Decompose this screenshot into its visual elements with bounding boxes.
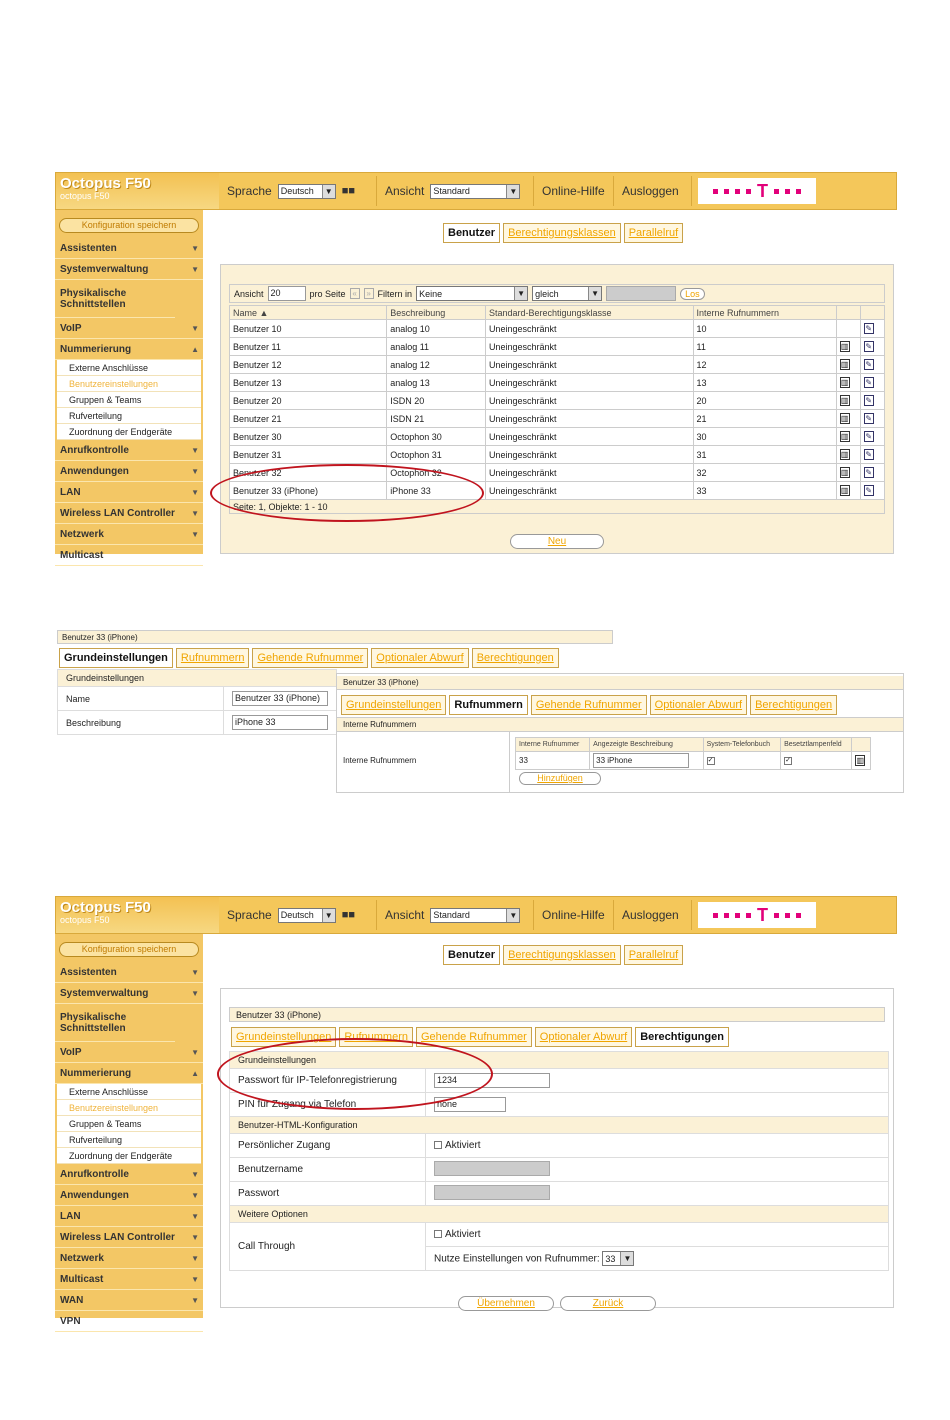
logout-link[interactable]: Ausloggen	[622, 908, 679, 922]
menu-item[interactable]: LAN ▼	[55, 482, 203, 503]
permissions-panel	[220, 988, 894, 1308]
submenu-item-active[interactable]: Benutzereinstellungen	[57, 1100, 201, 1116]
trash-icon[interactable]: ▥	[840, 342, 849, 351]
col-number: Interne Rufnummer	[516, 738, 590, 752]
menu-item[interactable]: Physikalische Schnittstellen	[55, 280, 175, 318]
tab-optional-forward[interactable]: Optionaler Abwurf	[650, 695, 747, 715]
highlight-ellipse	[210, 464, 484, 522]
filter-value-input[interactable]	[606, 286, 676, 301]
user-number-cell: 13	[693, 374, 836, 392]
logo-subtitle: octopus F50	[60, 915, 110, 925]
submenu-item[interactable]: Zuordnung der Endgeräte	[57, 1148, 201, 1164]
user-description-cell: analog 12	[387, 356, 486, 374]
telekom-logo: T	[698, 902, 816, 928]
user-permission-cell: Uneingeschränkt	[485, 446, 693, 464]
section-header: Benutzer-HTML-Konfiguration	[230, 1117, 889, 1134]
menu-item[interactable]: Physikalische Schnittstellen	[55, 1004, 175, 1042]
user-number-cell: 20	[693, 392, 836, 410]
user-name-cell: Benutzer 31	[230, 446, 387, 464]
name-label: Name	[58, 687, 224, 711]
help-link[interactable]: Online-Hilfe	[542, 908, 605, 922]
delete-cell	[836, 482, 860, 500]
tab-users[interactable]: Benutzer	[443, 945, 500, 965]
delete-cell	[836, 392, 860, 410]
user-permission-cell: Uneingeschränkt	[485, 410, 693, 428]
call-through-label: Call Through	[230, 1223, 426, 1271]
chevron-down-icon: ▼	[506, 909, 519, 922]
menu-item[interactable]: VoIP ▼	[55, 318, 203, 339]
user-permission-cell: Uneingeschränkt	[485, 428, 693, 446]
edit-cell	[860, 410, 884, 428]
menu-item[interactable]: Anrufkontrolle ▼	[55, 440, 203, 461]
sidebar	[55, 210, 203, 561]
trash-icon[interactable]: ▥	[840, 486, 849, 495]
col-phonebook: System-Telefonbuch	[703, 738, 781, 752]
username-label: Benutzername	[230, 1158, 426, 1182]
col-blf: Besetztlampenfeld	[781, 738, 852, 752]
logo-subtitle: octopus F50	[60, 191, 110, 201]
col-description[interactable]: Beschreibung	[387, 306, 486, 320]
user-number-cell: 32	[693, 464, 836, 482]
view-label: Ansicht	[385, 184, 425, 198]
tab-parallel-ring[interactable]: Parallelruf	[624, 223, 684, 243]
use-settings-label: Nutze Einstellungen von Rufnummer:	[434, 1253, 600, 1265]
edit-cell	[860, 482, 884, 500]
col-internal-numbers[interactable]: Interne Rufnummern	[693, 306, 836, 320]
menu-item-active[interactable]: Nummerierung ▲	[55, 1063, 203, 1084]
user-number-cell: 10	[693, 320, 836, 338]
internal-numbers-label: Interne Rufnummern	[343, 756, 417, 765]
user-name-cell: Benutzer 21	[230, 410, 387, 428]
apply-button[interactable]: Übernehmen	[458, 1296, 554, 1311]
edit-icon[interactable]: ✎	[865, 432, 873, 441]
menu-item[interactable]: VoIP ▼	[55, 1042, 203, 1063]
menu-item[interactable]: Systemverwaltung ▼	[55, 259, 203, 280]
user-name-cell: Benutzer 32	[230, 464, 387, 482]
save-config-button[interactable]: Konfiguration speichern	[59, 218, 199, 233]
tab-outgoing-number[interactable]: Gehende Rufnummer	[252, 648, 368, 668]
view-select[interactable]: Standard ▼	[430, 908, 520, 923]
table-row[interactable]	[230, 410, 885, 428]
user-description-cell: Octophon 32	[387, 464, 486, 482]
chevron-down-icon: ▼	[191, 1190, 199, 1200]
tab-permission-classes[interactable]: Berechtigungsklassen	[503, 945, 621, 965]
user-permission-cell: Uneingeschränkt	[485, 464, 693, 482]
chevron-down-icon: ▼	[322, 909, 335, 922]
menu-item[interactable]: Systemverwaltung ▼	[55, 983, 203, 1004]
chevron-down-icon: ▼	[620, 1252, 633, 1265]
per-page-label: pro Seite	[309, 288, 346, 299]
tab-basic-settings[interactable]: Grundeinstellungen	[59, 648, 173, 668]
page-size-input[interactable]: 20	[268, 286, 306, 301]
call-through-checkbox[interactable]	[434, 1230, 442, 1238]
edit-icon[interactable]: ✎	[865, 396, 873, 405]
user-number-cell: 30	[693, 428, 836, 446]
chevron-down-icon: ▼	[191, 967, 199, 977]
panel-title: Benutzer 33 (iPhone)	[57, 630, 613, 644]
tab-optional-forward[interactable]: Optionaler Abwurf	[535, 1027, 632, 1047]
menu-item[interactable]: Multicast ▼	[55, 1269, 203, 1290]
highlight-ellipse	[217, 1038, 493, 1110]
user-permission-cell: Uneingeschränkt	[485, 338, 693, 356]
delete-cell	[836, 320, 860, 338]
tab-permissions[interactable]: Berechtigungen	[750, 695, 837, 715]
tab-numbers[interactable]: Rufnummern	[449, 695, 527, 715]
menu-item[interactable]: WAN ▼	[55, 1290, 203, 1311]
edit-cell	[860, 356, 884, 374]
delete-cell	[836, 338, 860, 356]
chevron-up-icon: ▲	[191, 1068, 199, 1078]
user-description-cell: iPhone 33	[387, 482, 486, 500]
activated-label: Aktiviert	[445, 1229, 481, 1240]
tab-permissions[interactable]: Berechtigungen	[472, 648, 559, 668]
user-name-cell: Benutzer 33 (iPhone)	[230, 482, 387, 500]
password-input[interactable]	[434, 1185, 550, 1200]
menu-item[interactable]: Netzwerk ▼	[55, 524, 203, 545]
logo-title: Octopus F50	[60, 175, 151, 192]
tab-parallel-ring[interactable]: Parallelruf	[624, 945, 684, 965]
table-row[interactable]	[230, 392, 885, 410]
edit-cell	[860, 446, 884, 464]
submenu-item[interactable]: Gruppen & Teams	[57, 392, 201, 408]
logo	[56, 897, 219, 933]
chevron-down-icon: ▼	[588, 287, 601, 300]
pin-label: PIN für Zugang via Telefon	[230, 1093, 426, 1117]
submenu-item[interactable]: Externe Anschlüsse	[57, 1084, 201, 1100]
trash-icon[interactable]: ▥	[856, 756, 865, 765]
filter-bar	[229, 284, 885, 303]
main-content	[218, 934, 897, 1318]
sidebar	[55, 934, 203, 1327]
user-permission-cell: Uneingeschränkt	[485, 320, 693, 338]
personal-access-label: Persönlicher Zugang	[230, 1134, 426, 1158]
menu-item[interactable]: VPN	[55, 1311, 203, 1332]
new-button[interactable]: Neu	[510, 534, 604, 549]
tab-outgoing-number[interactable]: Gehende Rufnummer	[531, 695, 647, 715]
submenu-item[interactable]: Rufverteilung	[57, 408, 201, 424]
chevron-down-icon: ▼	[506, 185, 519, 198]
go-button[interactable]: Los	[680, 288, 705, 300]
phonebook-checkbox[interactable]: ✓	[707, 757, 714, 765]
table-row[interactable]	[230, 374, 885, 392]
user-name-cell: Benutzer 20	[230, 392, 387, 410]
user-description-cell: analog 10	[387, 320, 486, 338]
edit-cell	[860, 428, 884, 446]
menu-item[interactable]: LAN ▼	[55, 1206, 203, 1227]
user-permission-cell: Uneingeschränkt	[485, 374, 693, 392]
menu-item[interactable]: Assistenten ▼	[55, 962, 203, 983]
display-input[interactable]: 33 iPhone	[593, 753, 689, 768]
chevron-down-icon: ▼	[191, 1211, 199, 1221]
view-select[interactable]: Standard ▼	[430, 184, 520, 199]
delete-cell	[836, 446, 860, 464]
user-description-cell: Octophon 31	[387, 446, 486, 464]
personal-access-checkbox[interactable]	[434, 1141, 442, 1149]
menu-item[interactable]: Anwendungen ▼	[55, 461, 203, 482]
edit-icon[interactable]: ✎	[865, 468, 873, 477]
description-label: Beschreibung	[58, 711, 224, 735]
trash-icon[interactable]: ▥	[840, 360, 849, 369]
section-header: Grundeinstellungen	[58, 670, 337, 687]
table-row[interactable]	[230, 428, 885, 446]
chevron-down-icon: ▼	[191, 487, 199, 497]
chevron-down-icon: ▼	[191, 264, 199, 274]
user-number-cell: 11	[693, 338, 836, 356]
chevron-down-icon: ▼	[191, 323, 199, 333]
delete-cell	[836, 464, 860, 482]
user-permission-cell: Uneingeschränkt	[485, 482, 693, 500]
user-description-cell: analog 13	[387, 374, 486, 392]
menu-item[interactable]: Wireless LAN Controller ▼	[55, 1227, 203, 1248]
trash-icon[interactable]: ▥	[840, 396, 849, 405]
chevron-down-icon: ▼	[191, 508, 199, 518]
header-bar	[55, 172, 897, 210]
trash-icon[interactable]: ▥	[840, 450, 849, 459]
pagination-info: Seite: 1, Objekte: 1 - 10	[230, 500, 885, 514]
tab-outgoing-number[interactable]: Gehende Rufnummer	[416, 1027, 532, 1047]
save-config-button[interactable]: Konfiguration speichern	[59, 942, 199, 957]
menu-item[interactable]: Multicast	[55, 545, 203, 566]
submenu-item[interactable]: Externe Anschlüsse	[57, 360, 201, 376]
user-description-cell: ISDN 20	[387, 392, 486, 410]
user-number-cell: 12	[693, 356, 836, 374]
next-page-icon[interactable]: »	[364, 288, 374, 299]
chevron-down-icon: ▼	[191, 1169, 199, 1179]
telekom-logo: T	[698, 178, 816, 204]
table-row[interactable]	[230, 320, 885, 338]
user-name-cell: Benutzer 10	[230, 320, 387, 338]
submenu-item[interactable]: Gruppen & Teams	[57, 1116, 201, 1132]
user-name-cell: Benutzer 12	[230, 356, 387, 374]
menu-item[interactable]: Assistenten ▼	[55, 238, 203, 259]
panel-title: Benutzer 33 (iPhone)	[229, 1007, 885, 1022]
menu-item[interactable]: Netzwerk ▼	[55, 1248, 203, 1269]
chevron-down-icon: ▼	[191, 988, 199, 998]
logout-link[interactable]: Ausloggen	[622, 184, 679, 198]
edit-icon[interactable]: ✎	[865, 342, 873, 351]
edit-cell	[860, 374, 884, 392]
blf-checkbox[interactable]: ✓	[785, 757, 792, 765]
filter-label: Filtern in	[377, 288, 413, 299]
trash-icon[interactable]: ▥	[840, 432, 849, 441]
table-row[interactable]	[230, 446, 885, 464]
language-select[interactable]: Deutsch ▼	[278, 908, 336, 923]
section-header: Weitere Optionen	[230, 1206, 889, 1223]
submenu-item-active[interactable]: Benutzereinstellungen	[57, 376, 201, 392]
ip-password-input[interactable]: 1234	[434, 1073, 550, 1088]
user-number-cell: 31	[693, 446, 836, 464]
chevron-down-icon: ▼	[191, 1253, 199, 1263]
filter-operator-select[interactable]: gleich ▼	[532, 286, 602, 301]
filter-field-select[interactable]: Keine ▼	[416, 286, 528, 301]
menu-item[interactable]: Wireless LAN Controller ▼	[55, 503, 203, 524]
chevron-down-icon: ▼	[191, 243, 199, 253]
panel-title: Benutzer 33 (iPhone)	[337, 676, 903, 690]
prev-page-icon[interactable]: «	[350, 288, 360, 299]
language-label: Sprache	[227, 908, 272, 922]
user-permission-cell: Uneingeschränkt	[485, 356, 693, 374]
user-name-cell: Benutzer 30	[230, 428, 387, 446]
name-input[interactable]: Benutzer 33 (iPhone)	[232, 691, 328, 706]
chevron-down-icon: ▼	[191, 1047, 199, 1057]
user-number-cell: 33	[693, 482, 836, 500]
chevron-down-icon: ▼	[191, 445, 199, 455]
chevron-down-icon: ▼	[191, 529, 199, 539]
tab-permissions[interactable]: Berechtigungen	[635, 1027, 729, 1047]
header-bar	[55, 896, 897, 934]
chevron-down-icon: ▼	[191, 1232, 199, 1242]
edit-icon[interactable]: ✎	[865, 450, 873, 459]
user-name-cell: Benutzer 13	[230, 374, 387, 392]
menu-item[interactable]: Anrufkontrolle ▼	[55, 1164, 203, 1185]
tab-basic-settings[interactable]: Grundeinstellungen	[231, 1027, 336, 1047]
chevron-down-icon: ▼	[191, 1274, 199, 1284]
user-description-cell: analog 11	[387, 338, 486, 356]
submenu-item[interactable]: Rufverteilung	[57, 1132, 201, 1148]
edit-cell	[860, 320, 884, 338]
edit-icon[interactable]: ✎	[865, 414, 873, 423]
edit-icon[interactable]: ✎	[865, 324, 873, 333]
section-header: Grundeinstellungen	[230, 1052, 889, 1069]
description-input[interactable]: iPhone 33	[232, 715, 328, 730]
flag-icon[interactable]: ■■	[341, 185, 355, 197]
delete-cell	[836, 428, 860, 446]
user-number-cell: 21	[693, 410, 836, 428]
number-value: 33	[516, 752, 590, 770]
delete-cell	[836, 356, 860, 374]
table-row[interactable]	[230, 356, 885, 374]
screenshot-numbers	[336, 673, 904, 793]
section-header: Interne Rufnummern	[337, 717, 903, 732]
pin-input[interactable]: none	[434, 1097, 506, 1112]
trash-icon[interactable]: ▥	[840, 468, 849, 477]
activated-label: Aktiviert	[445, 1140, 481, 1151]
table-row[interactable]	[230, 338, 885, 356]
edit-cell	[860, 464, 884, 482]
tab-permission-classes[interactable]: Berechtigungsklassen	[503, 223, 621, 243]
chevron-down-icon: ▼	[191, 1295, 199, 1305]
language-select[interactable]: Deutsch ▼	[278, 184, 336, 199]
help-link[interactable]: Online-Hilfe	[542, 184, 605, 198]
back-button[interactable]: Zurück	[560, 1296, 656, 1311]
delete-cell	[836, 374, 860, 392]
col-permission-class[interactable]: Standard-Berechtigungsklasse	[485, 306, 693, 320]
edit-icon[interactable]: ✎	[865, 378, 873, 387]
tab-basic-settings[interactable]: Grundeinstellungen	[341, 695, 446, 715]
edit-cell	[860, 392, 884, 410]
basic-settings-form	[57, 669, 337, 735]
user-name-cell: Benutzer 11	[230, 338, 387, 356]
trash-icon[interactable]: ▥	[840, 378, 849, 387]
tab-optional-forward[interactable]: Optionaler Abwurf	[371, 648, 468, 668]
view-count-label: Ansicht	[234, 288, 264, 299]
col-name[interactable]: Name ▲	[230, 306, 387, 320]
add-button[interactable]: Hinzufügen	[519, 772, 601, 785]
chevron-up-icon: ▲	[191, 344, 199, 354]
view-label: Ansicht	[385, 908, 425, 922]
chevron-down-icon: ▼	[514, 287, 527, 300]
password-label: Passwort	[230, 1182, 426, 1206]
logo-title: Octopus F50	[60, 899, 151, 916]
username-input[interactable]	[434, 1161, 550, 1176]
flag-icon[interactable]: ■■	[341, 909, 355, 921]
user-description-cell: ISDN 21	[387, 410, 486, 428]
tab-users[interactable]: Benutzer	[443, 223, 500, 243]
edit-icon[interactable]: ✎	[865, 486, 873, 495]
language-label: Sprache	[227, 184, 272, 198]
screenshot-user-list	[55, 172, 897, 561]
screenshot-permissions	[55, 896, 897, 1327]
trash-icon[interactable]: ▥	[840, 414, 849, 423]
col-display: Angezeigte Beschreibung	[590, 738, 703, 752]
tab-numbers[interactable]: Rufnummern	[176, 648, 250, 668]
edit-cell	[860, 338, 884, 356]
edit-icon[interactable]: ✎	[865, 360, 873, 369]
menu-item[interactable]: Anwendungen ▼	[55, 1185, 203, 1206]
tab-numbers[interactable]: Rufnummern	[339, 1027, 413, 1047]
numbers-table	[515, 737, 871, 770]
submenu-item[interactable]: Zuordnung der Endgeräte	[57, 424, 201, 440]
user-description-cell: Octophon 30	[387, 428, 486, 446]
use-settings-select[interactable]: 33 ▼	[602, 1251, 634, 1266]
ip-password-label: Passwort für IP-Telefonregistrierung	[230, 1069, 426, 1093]
menu-item-active[interactable]: Nummerierung ▲	[55, 339, 203, 360]
user-permission-cell: Uneingeschränkt	[485, 392, 693, 410]
delete-cell	[836, 410, 860, 428]
logo	[56, 173, 219, 209]
chevron-down-icon: ▼	[322, 185, 335, 198]
chevron-down-icon: ▼	[191, 466, 199, 476]
